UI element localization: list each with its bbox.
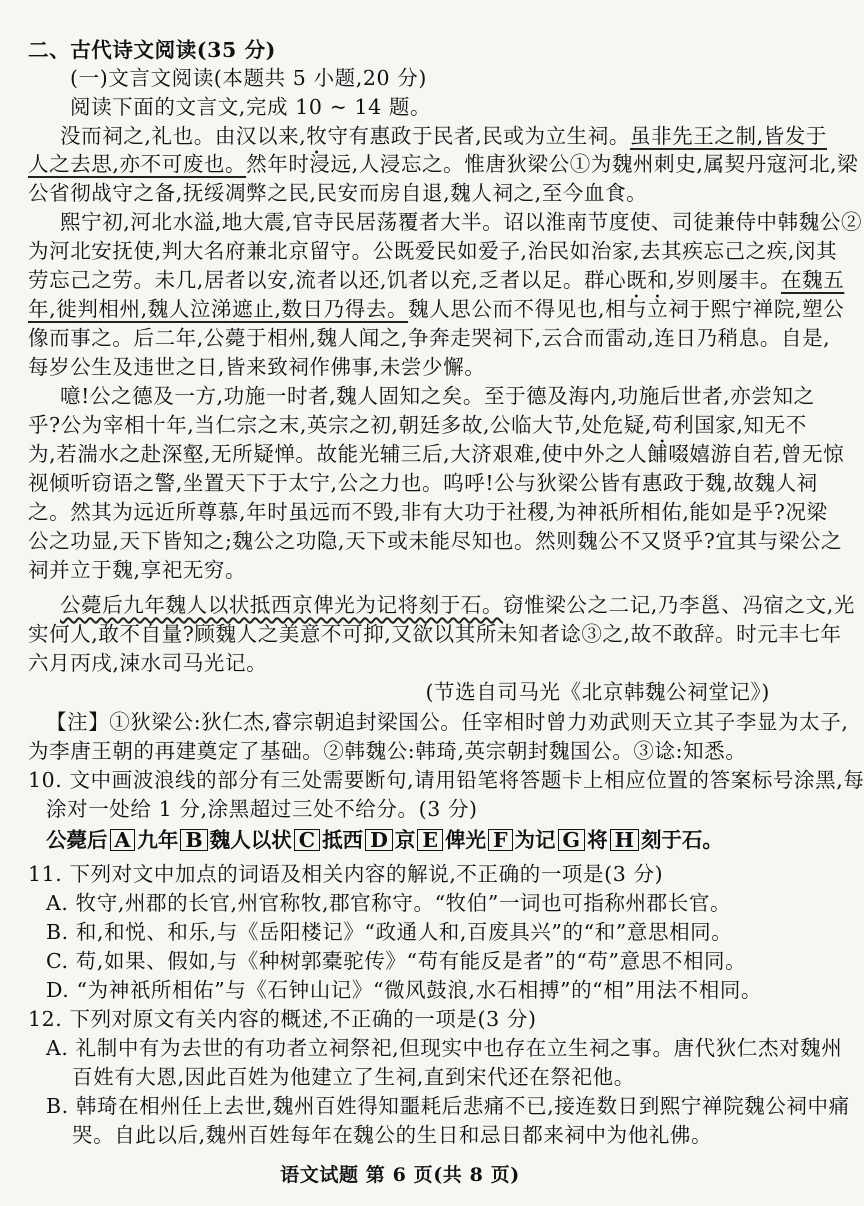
question-10-stem: 涂对一处给 1 分,涂黑超过三处不给分。(3 分)	[46, 797, 478, 821]
passage-text: 然年时浸远,人浸忘之。惟唐狄梁公①为魏州刺史,属契丹寇河北,梁	[246, 152, 859, 176]
break-option-h[interactable]: H	[610, 829, 639, 851]
dotted-word: 守有惠政于民者,民或为立生祠。	[327, 124, 630, 148]
source-citation: (节选自司马光《北京韩魏公祠堂记》)	[425, 680, 770, 704]
subsection-title: (一)文言文阅读(本题共 5 小题,20 分)	[70, 66, 427, 90]
passage-text: 利国家,知无不	[673, 413, 807, 437]
passage-text: 劳忘己之劳。未几,居者以安,流者以还,饥者以充,乏者以足。群心	[28, 268, 627, 292]
passage-text: 乎?公为宰相十年,当仁宗之末,英宗之初,朝廷多故,公临大节,处危疑,	[28, 413, 652, 437]
sentence-segment: 公薨后	[46, 828, 108, 852]
option-a-continued: 百姓有大恩,因此百姓为他建立了生祠,直到宋代还在祭祀他。	[72, 1065, 635, 1089]
underlined-sentence: 年,徙判相州,魏人泣涕遮止,数日乃得去。	[28, 297, 409, 321]
break-option-g[interactable]: G	[558, 829, 586, 851]
notes-line: 【注】①狄梁公:狄仁杰,睿宗朝追封梁国公。任宰相时曾力劝武则天立其子李显为太子,	[46, 710, 849, 734]
break-option-e[interactable]: E	[417, 829, 443, 851]
passage-line: 熙宁初,河北水溢,地大震,官寺民居荡覆者大半。诏以淮南节度使、司徒兼侍中韩魏公②	[60, 210, 863, 234]
passage-line	[28, 297, 845, 321]
sentence-segment: 俾光	[444, 828, 486, 852]
question-10-sentence	[46, 828, 800, 852]
passage-text: 魏人思公而不得见也,相与立祠于熙宁禅院,塑公	[408, 297, 845, 321]
passage-line: 公之功显,天下皆知之;魏公之功隐,天下或未能尽知也。然则魏公不又贤乎?宜其与梁公之	[28, 529, 843, 553]
passage-line: 六月丙戌,涑水司马光记。	[28, 651, 268, 675]
sentence-segment: 刻于石。	[640, 828, 723, 852]
option-b[interactable]: B. 韩琦在相州任上去世,魏州百姓得知噩耗后悲痛不已,接连数日到熙宁禅院魏公祠中痛	[46, 1094, 850, 1118]
passage-line	[28, 152, 859, 176]
question-11-stem: 11. 下列对文中加点的词语及相关内容的解说,不正确的一项是(3 分)	[28, 862, 664, 886]
break-option-b[interactable]: B	[180, 829, 207, 851]
underlined-sentence: 在魏五	[781, 268, 845, 292]
option-b-continued: 哭。自此以后,魏州百姓每年在魏公的生日和忌日都来祠中为他礼佛。	[72, 1123, 713, 1147]
option-a[interactable]: A. 礼制中有为去世的有功者立祠祭祀,但现实中也存在立生祠之事。唐代狄仁杰对魏州	[46, 1036, 843, 1060]
passage-line: 公省彻战守之备,抚绥凋弊之民,民安而房自退,魏人祠之,至今血食。	[28, 181, 648, 205]
break-option-d[interactable]: D	[365, 829, 393, 851]
break-option-f[interactable]: F	[488, 829, 513, 851]
sentence-segment: 魏人以状	[209, 828, 292, 852]
sentence-segment: 抵西	[322, 828, 364, 852]
page-footer: 语文试题 第 6 页(共 8 页)	[280, 1164, 520, 1186]
dotted-word: 既和	[626, 268, 669, 292]
sentence-segment: 京	[394, 828, 416, 852]
wavy-underlined-sentence: 公薨后九年魏人以状抵西京俾光为记将刻于石。	[60, 593, 504, 617]
passage-text: ,岁则屡丰。	[668, 268, 781, 292]
passage-line: 视倾听窃语之警,坐置天下于太宁,公之力也。呜呼!公与狄梁公皆有惠政于魏,故魏人祠	[28, 471, 818, 495]
underlined-sentence: 人之去思,亦不可废也。	[28, 152, 247, 176]
passage-line: 祠并立于魏,享祀无穷。	[28, 558, 247, 582]
instruction: 阅读下面的文言文,完成 10 ~ 14 题。	[70, 95, 432, 119]
passage-line: 为,若湍水之赴深壑,无所疑惮。故能光辅三后,大济艰难,使中外之人餔啜嬉游自若,曾无惊	[28, 442, 845, 466]
passage-line: 之。然其为远近所尊慕,年时虽远而不毁,非有大功于社稷,为神祇所相佑,能如是乎?况梁	[28, 500, 828, 524]
option-c[interactable]: C. 苟,如果、假如,与《种树郭橐驼传》“苟有能反是者”的“苟”意思不相同。	[46, 949, 747, 973]
underlined-sentence: 虽非先王之制,皆发于	[629, 124, 827, 148]
question-10-stem: 10. 文中画波浪线的部分有三处需要断句,请用铅笔将答题卡上相应位置的答案标号涂黑,每	[28, 768, 864, 792]
passage-line	[60, 593, 855, 617]
sentence-segment: 九年	[137, 828, 179, 852]
break-option-c[interactable]: C	[294, 829, 320, 851]
passage-text: 窃惟梁公之二记,乃李邕、冯宿之文,光	[503, 593, 855, 617]
passage-line: 噫!公之德及一方,功施一时者,魏人固知之矣。至于德及海内,功施后世者,亦尝知之	[60, 384, 815, 408]
passage-line: 实何人,敢不自量?顾魏人之美意不可抑,又欲以其所未知者谂③之,故不敢辞。时元丰七年	[28, 622, 842, 646]
passage-line: 为河北安抚使,判大名府兼北京留守。公既爱民如爱子,治民如治家,去其疾忘己之疾,闵其	[28, 239, 838, 263]
passage-line: 每岁公生及违世之日,皆来致祠作佛事,未尝少懈。	[28, 355, 486, 379]
sentence-segment: 为记	[514, 828, 556, 852]
section-title: 二、古代诗文阅读(35 分)	[28, 38, 276, 62]
break-option-a[interactable]: A	[110, 829, 136, 851]
dotted-word: 牧	[306, 124, 328, 148]
passage-line: 像而事之。后二年,公薨于相州,魏人闻之,争奔走哭祠下,云合而雷动,连日乃稍息。自是,	[28, 326, 831, 350]
passage-text: 没而祠之,礼也。由汉以来,	[60, 124, 307, 148]
sentence-segment: 将	[587, 828, 608, 852]
option-b[interactable]: B. 和,和悦、和乐,与《岳阳楼记》“政通人和,百废具兴”的“和”意思相同。	[46, 920, 733, 944]
dotted-word: 苟	[652, 413, 674, 437]
option-a[interactable]: A. 牧守,州郡的长官,州官称牧,郡官称守。“牧伯”一词也可指称州郡长官。	[46, 891, 732, 915]
question-12-stem: 12. 下列对原文有关内容的概述,不正确的一项是(3 分)	[28, 1007, 537, 1031]
notes-line: 为李唐王朝的再建奠定了基础。②韩魏公:韩琦,英宗朝封魏国公。③谂:知悉。	[28, 739, 747, 763]
option-d[interactable]: D. “为神祇所相佑”与《石钟山记》“微风鼓浪,水石相搏”的“相”用法不相同。	[46, 978, 763, 1002]
